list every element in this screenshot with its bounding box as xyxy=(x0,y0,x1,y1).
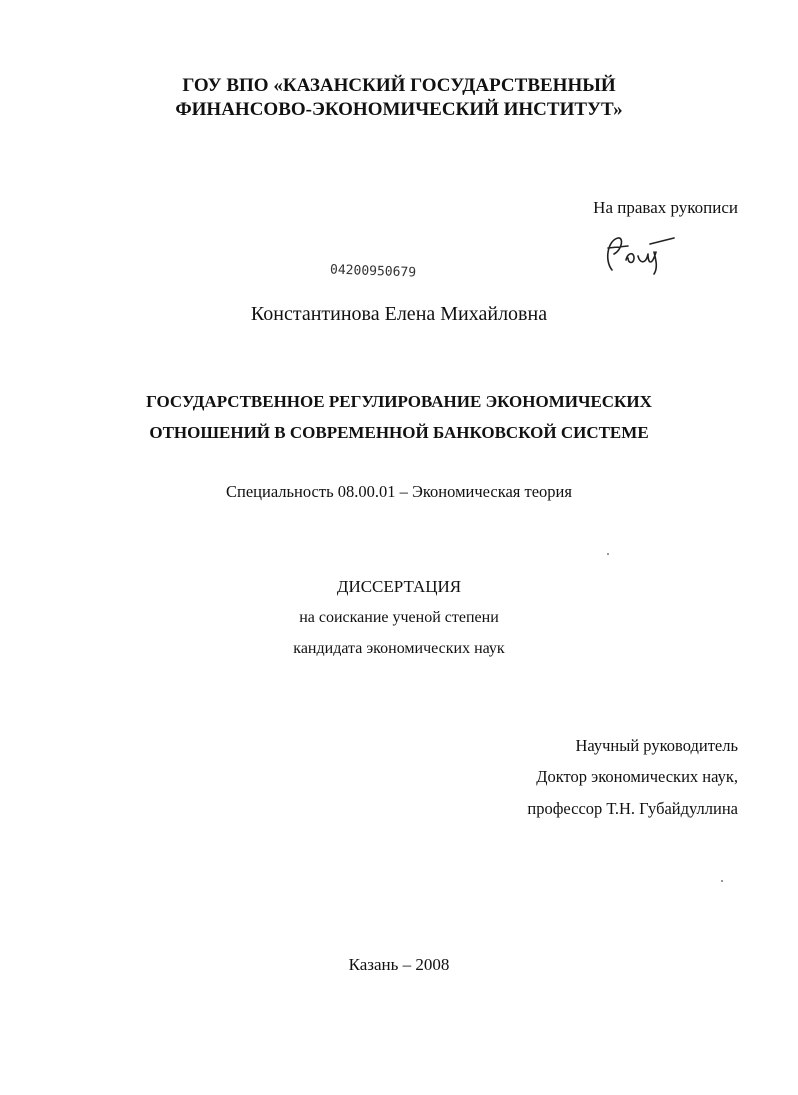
thesis-title-line-1: ГОСУДАРСТВЕННОЕ РЕГУЛИРОВАНИЕ ЭКОНОМИЧЕСКИХ xyxy=(146,392,652,411)
scan-speck xyxy=(607,553,609,555)
scan-speck xyxy=(721,880,723,882)
specialty: Специальность 08.00.01 – Экономическая теория xyxy=(226,482,572,501)
institution-line-1: ГОУ ВПО «КАЗАНСКИЙ ГОСУДАРСТВЕННЫЙ xyxy=(182,75,616,96)
place-year: Казань – 2008 xyxy=(348,955,450,974)
author-name: Константинова Елена Михайловна xyxy=(250,303,548,325)
rights-note: На правах рукописи xyxy=(593,198,738,217)
advisor-line-2: Доктор экономических наук, xyxy=(536,767,738,786)
advisor-line-1: Научный руководитель xyxy=(575,736,738,755)
advisor-line-3: профессор Т.Н. Губайдуллина xyxy=(527,799,738,818)
signature xyxy=(598,230,678,276)
institution-line-2: ФИНАНСОВО-ЭКОНОМИЧЕСКИЙ ИНСТИТУТ» xyxy=(175,99,623,120)
archive-code: 04200950679 xyxy=(329,262,417,281)
work-type: ДИССЕРТАЦИЯ xyxy=(336,577,462,596)
degree-line-1: на соискание ученой степени xyxy=(299,609,499,626)
thesis-title-line-2: ОТНОШЕНИЙ В СОВРЕМЕННОЙ БАНКОВСКОЙ СИСТЕМЕ xyxy=(149,423,649,442)
degree-line-2: кандидата экономических наук xyxy=(293,640,505,657)
